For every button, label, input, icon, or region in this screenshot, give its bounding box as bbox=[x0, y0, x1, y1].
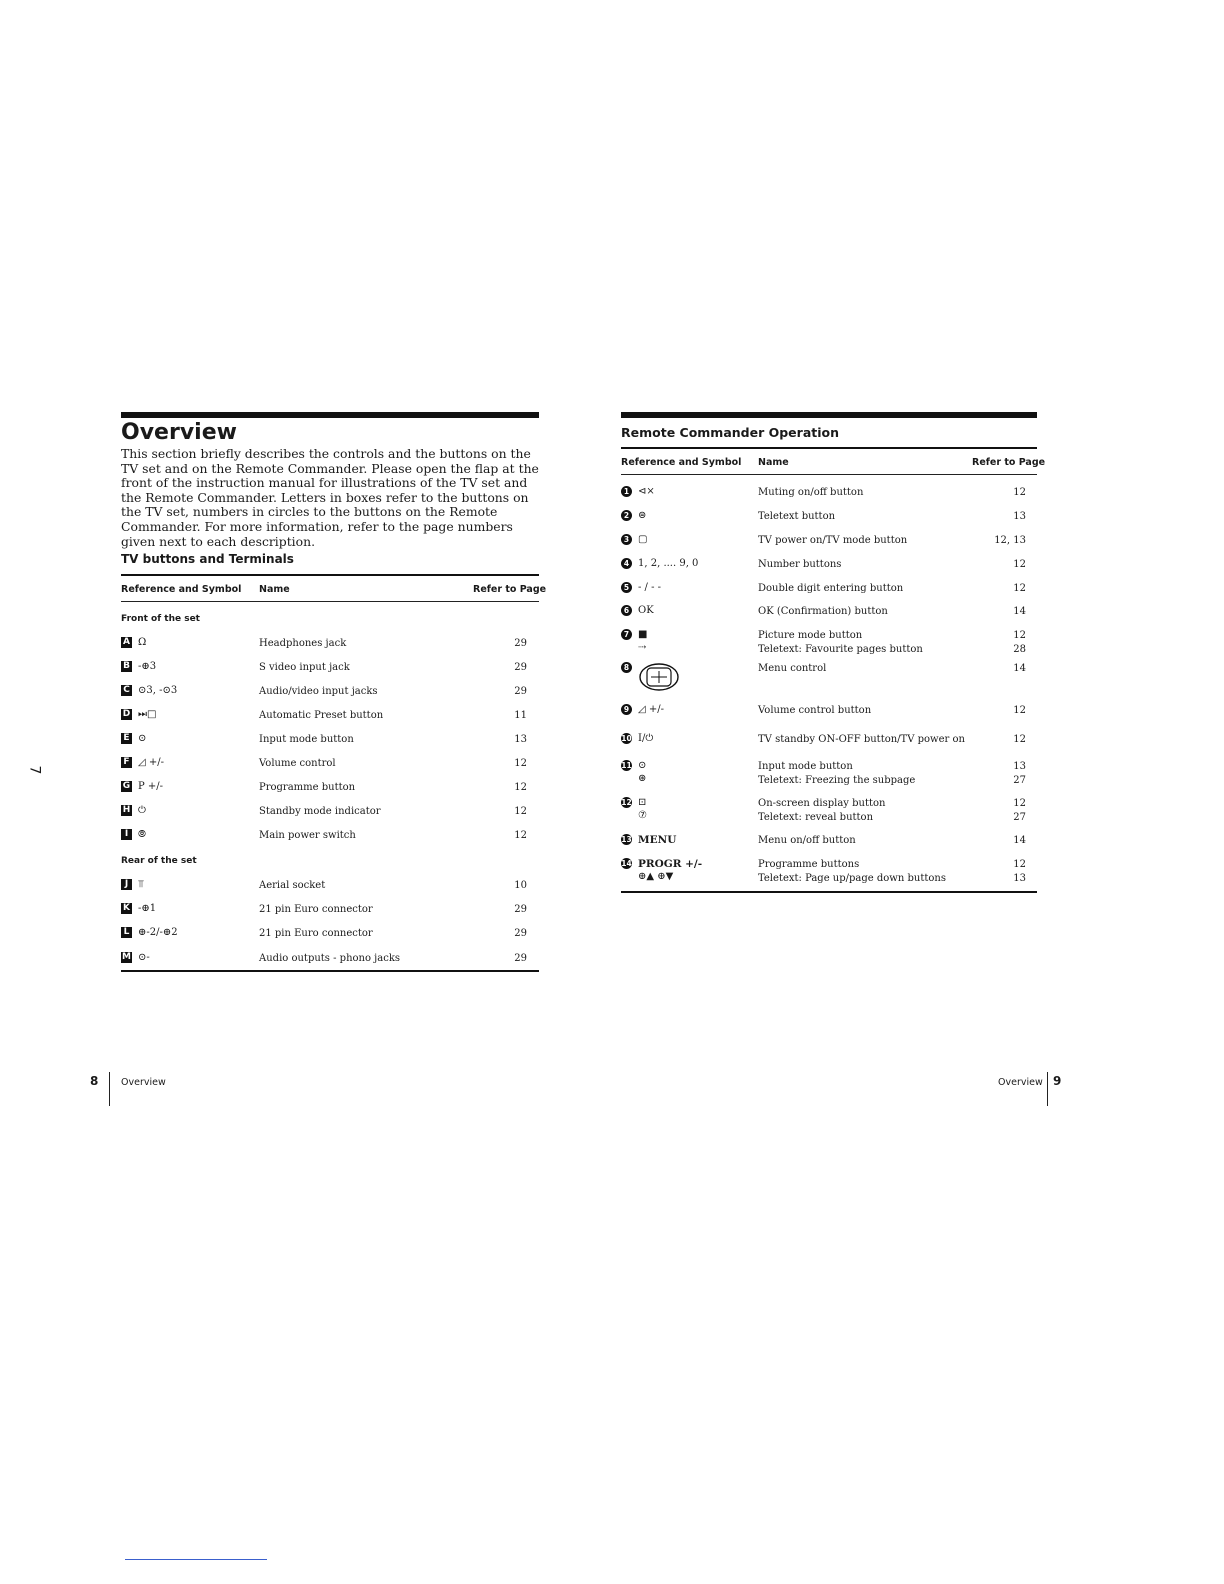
reference-page: 29 bbox=[514, 638, 527, 649]
remote-symbol-icon: MENU bbox=[638, 834, 677, 846]
remote-control-name: Number buttons bbox=[758, 559, 842, 570]
remote-reference-symbol bbox=[621, 834, 676, 846]
reference-letter-box: H bbox=[122, 805, 131, 815]
reference-number-circle: 9 bbox=[621, 704, 632, 715]
page-title: Overview bbox=[121, 420, 237, 445]
control-symbol-icon: Ω bbox=[138, 637, 147, 648]
remote-symbol-stack bbox=[638, 733, 653, 745]
control-symbol-icon: ⏭□ bbox=[138, 709, 157, 720]
remote-symbol-stack bbox=[638, 760, 646, 785]
remote-control-name: Menu on/off button bbox=[758, 835, 856, 846]
remote-symbol-icon: ⊛ bbox=[638, 773, 647, 784]
reference-page: 29 bbox=[514, 904, 527, 915]
remote-symbol-stack bbox=[638, 510, 646, 522]
remote-reference-symbol bbox=[621, 662, 680, 692]
reference-number-circle: 14 bbox=[621, 859, 632, 868]
footer-page-number-left: 8 bbox=[90, 1074, 99, 1088]
remote-reference-symbol bbox=[621, 797, 647, 822]
control-name: 21 pin Euro connector bbox=[259, 904, 373, 915]
reference-letter-box: M bbox=[122, 952, 131, 962]
remote-reference-page: 13 bbox=[1013, 872, 1026, 884]
remote-reference-symbol bbox=[621, 733, 653, 745]
remote-table-row bbox=[621, 662, 1037, 690]
remote-control-name: Picture mode button bbox=[758, 630, 863, 641]
intro-paragraph: This section briefly describes the controls and the buttons on the TV set and on the Remote Commander. Please open the flap at the front of the instruction manual for illustrations of the TV set and the Remote Commander. Letters in boxes refer to the buttons on the TV set, numbers in circles to the buttons on the Remote Commander. For more information, refer to the page numbers given next to each description. bbox=[121, 446, 539, 549]
remote-table-row bbox=[621, 733, 1037, 761]
reference-symbol bbox=[121, 829, 146, 841]
control-symbol-icon: ⏻ bbox=[138, 805, 146, 816]
remote-reference-page: 14 bbox=[1013, 606, 1026, 617]
control-symbol-icon: ◿ +/- bbox=[138, 757, 164, 768]
footer-label-right: Overview bbox=[998, 1077, 1043, 1088]
remote-reference-symbol bbox=[621, 534, 647, 546]
reference-number-circle: 2 bbox=[621, 510, 632, 521]
reference-symbol bbox=[121, 685, 177, 697]
remote-symbol-stack bbox=[638, 534, 647, 546]
remote-reference-page: 13 bbox=[1013, 761, 1026, 772]
control-name: Audio outputs - phono jacks bbox=[259, 953, 401, 964]
control-name: Automatic Preset button bbox=[259, 710, 384, 721]
remote-symbol-icon: I/⏻ bbox=[638, 733, 654, 744]
remote-table-top-rule bbox=[621, 447, 1037, 449]
reference-page: 29 bbox=[514, 953, 527, 964]
remote-control-name: Volume control button bbox=[758, 705, 872, 716]
table-row bbox=[121, 952, 539, 980]
reference-symbol bbox=[121, 927, 178, 939]
reference-letter-box: G bbox=[122, 781, 131, 791]
remote-reference-symbol bbox=[621, 858, 702, 883]
reference-symbol bbox=[121, 805, 146, 817]
reference-page: 12 bbox=[514, 830, 527, 841]
remote-table-row bbox=[621, 858, 1037, 886]
reference-letter-box: E bbox=[121, 733, 132, 744]
remote-reference-symbol bbox=[621, 704, 664, 716]
remote-symbol-icon: ◿ +/- bbox=[638, 704, 664, 715]
reference-letter-box: C bbox=[121, 685, 132, 696]
right-top-rule bbox=[621, 412, 1037, 418]
reference-page: 12 bbox=[514, 806, 527, 817]
remote-symbol-icon: - / - - bbox=[638, 582, 662, 593]
control-name: S video input jack bbox=[259, 662, 350, 673]
reference-number-circle: 3 bbox=[621, 534, 632, 545]
remote-reference-symbol bbox=[621, 760, 646, 785]
remote-control-name: On-screen display button bbox=[758, 798, 886, 809]
reference-page: 13 bbox=[514, 734, 527, 745]
remote-reference-page: 12 bbox=[1013, 859, 1026, 870]
control-name: Main power switch bbox=[259, 830, 356, 841]
control-symbol-icon: ⦾ bbox=[138, 829, 146, 840]
remote-symbol-icon: ⊜ bbox=[638, 510, 647, 521]
remote-reference-page: 12 bbox=[1013, 798, 1026, 809]
remote-table-bottom-rule bbox=[621, 891, 1037, 893]
remote-table-row bbox=[621, 797, 1037, 825]
reference-number-circle: 5 bbox=[621, 582, 632, 593]
remote-symbol-icon: ⊕▲ ⊕▼ bbox=[638, 871, 674, 882]
reference-symbol bbox=[121, 757, 164, 769]
reference-symbol bbox=[121, 733, 146, 745]
reference-number-circle: 12 bbox=[621, 798, 632, 807]
remote-reference-symbol bbox=[621, 510, 646, 522]
remote-section-title: Remote Commander Operation bbox=[621, 425, 840, 440]
table-bottom-rule bbox=[121, 970, 539, 972]
remote-symbol-stack bbox=[638, 629, 647, 654]
remote-col-head-name: Name bbox=[758, 457, 789, 468]
remote-control-name: Input mode button bbox=[758, 761, 853, 772]
margin-mark: 7 bbox=[26, 765, 43, 775]
reference-page: 29 bbox=[514, 928, 527, 939]
remote-symbol-icon: ⊡ bbox=[638, 797, 647, 808]
remote-reference-page: 27 bbox=[1013, 774, 1026, 786]
remote-symbol-icon: ■ bbox=[638, 629, 648, 640]
remote-symbol-stack bbox=[638, 704, 664, 716]
remote-table-head-rule bbox=[621, 474, 1037, 475]
remote-control-name: Teletext: Page up/page down buttons bbox=[758, 872, 946, 884]
remote-symbol-stack bbox=[638, 605, 654, 617]
table-top-rule bbox=[121, 574, 539, 576]
reference-letter-box: L bbox=[121, 927, 132, 938]
reference-letter-box: J bbox=[121, 879, 132, 890]
reference-number-circle: 11 bbox=[621, 761, 632, 770]
remote-control-name: Teletext: reveal button bbox=[758, 811, 874, 823]
table-row bbox=[121, 927, 539, 955]
control-name: Headphones jack bbox=[259, 638, 347, 649]
remote-control-name: Muting on/off button bbox=[758, 487, 864, 498]
remote-control-name: Double digit entering button bbox=[758, 583, 904, 594]
table-head-rule bbox=[121, 601, 539, 602]
control-name: Audio/video input jacks bbox=[259, 686, 378, 697]
remote-reference-page: 12 bbox=[1013, 487, 1026, 498]
reference-symbol bbox=[121, 879, 144, 891]
control-symbol-icon: ⊕-2/-⊕2 bbox=[138, 927, 178, 938]
remote-symbol-icon: ⑦ bbox=[638, 810, 647, 821]
reference-page: 12 bbox=[514, 758, 527, 769]
remote-symbol-icon: ⊲× bbox=[638, 486, 655, 497]
reference-letter-box: F bbox=[121, 757, 132, 768]
control-symbol-icon: ⊙ bbox=[138, 733, 147, 744]
control-name: Input mode button bbox=[259, 734, 354, 745]
control-name: Aerial socket bbox=[259, 880, 326, 891]
reference-number-circle: 4 bbox=[621, 558, 632, 569]
remote-reference-page: 14 bbox=[1013, 835, 1026, 846]
control-name: Programme button bbox=[259, 782, 356, 793]
remote-reference-symbol bbox=[621, 629, 647, 654]
col-head-name: Name bbox=[259, 584, 290, 595]
remote-reference-page: 12 bbox=[1013, 705, 1026, 716]
remote-table-row bbox=[621, 760, 1037, 788]
remote-reference-page: 14 bbox=[1013, 663, 1026, 674]
remote-table-row bbox=[621, 629, 1037, 657]
control-name: Standby mode indicator bbox=[259, 806, 381, 817]
reference-symbol bbox=[121, 781, 163, 793]
reference-number-circle: 13 bbox=[621, 835, 632, 844]
rear-group-label: Rear of the set bbox=[121, 856, 197, 866]
control-name: Volume control bbox=[259, 758, 336, 769]
footer-divider-right bbox=[1047, 1072, 1048, 1106]
reference-page: 12 bbox=[514, 782, 527, 793]
remote-reference-page: 13 bbox=[1013, 511, 1026, 522]
remote-symbol-icon: 1, 2, .... 9, 0 bbox=[638, 558, 699, 569]
control-symbol-icon: ⫪ bbox=[138, 879, 144, 890]
control-symbol-icon: P +/- bbox=[138, 781, 164, 792]
remote-reference-page: 12 bbox=[1013, 583, 1026, 594]
remote-reference-symbol bbox=[621, 582, 661, 594]
remote-control-name: Teletext: Freezing the subpage bbox=[758, 774, 916, 786]
remote-symbol-stack bbox=[638, 558, 698, 570]
remote-control-name: Programme buttons bbox=[758, 859, 860, 870]
reference-letter-box: D bbox=[122, 709, 131, 719]
reference-page: 11 bbox=[514, 710, 527, 721]
reference-number-circle: 7 bbox=[621, 629, 632, 640]
control-symbol-icon: ⊙- bbox=[138, 952, 150, 963]
remote-reference-page: 12 bbox=[1013, 559, 1026, 570]
remote-symbol-stack bbox=[638, 797, 647, 822]
remote-reference-symbol bbox=[621, 605, 654, 617]
remote-reference-page: 28 bbox=[1013, 643, 1026, 655]
section-subtitle: TV buttons and Terminals bbox=[121, 552, 294, 566]
reference-symbol bbox=[121, 661, 156, 673]
remote-table-row bbox=[621, 704, 1037, 732]
remote-symbol-stack bbox=[638, 834, 676, 846]
remote-symbol-stack bbox=[638, 662, 680, 692]
remote-reference-symbol bbox=[621, 558, 698, 570]
remote-control-name: Menu control bbox=[758, 663, 827, 674]
remote-symbol-icon: ▢ bbox=[638, 534, 648, 545]
remote-col-head-ref: Reference and Symbol bbox=[621, 457, 742, 468]
remote-control-name: TV power on/TV mode button bbox=[758, 535, 908, 546]
footer-divider-left bbox=[109, 1072, 110, 1106]
control-name: 21 pin Euro connector bbox=[259, 928, 373, 939]
menu-control-icon bbox=[638, 662, 680, 692]
reference-page: 29 bbox=[514, 662, 527, 673]
remote-symbol-stack bbox=[638, 486, 655, 498]
bottom-link-underline bbox=[125, 1559, 267, 1560]
col-head-page: Refer to Page bbox=[473, 584, 547, 595]
remote-col-head-page: Refer to Page bbox=[972, 457, 1046, 468]
reference-number-circle: 10 bbox=[621, 734, 632, 743]
reference-page: 10 bbox=[514, 880, 527, 891]
reference-number-circle: 8 bbox=[621, 662, 632, 673]
footer-label-left: Overview bbox=[121, 1077, 166, 1088]
remote-symbol-icon: ⊙ bbox=[638, 760, 647, 771]
remote-symbol-icon: OK bbox=[638, 605, 654, 616]
remote-reference-page: 12 bbox=[1013, 734, 1026, 745]
reference-number-circle: 6 bbox=[621, 605, 632, 616]
remote-symbol-stack bbox=[638, 582, 661, 594]
front-group-label: Front of the set bbox=[121, 614, 200, 624]
remote-symbol-icon: PROGR +/- bbox=[638, 858, 703, 870]
table-row bbox=[121, 829, 539, 857]
control-symbol-icon: -⊕3 bbox=[138, 661, 157, 672]
reference-symbol bbox=[121, 952, 150, 964]
footer-page-number-right: 9 bbox=[1053, 1074, 1062, 1088]
remote-control-name: Teletext button bbox=[758, 511, 836, 522]
remote-reference-symbol bbox=[621, 486, 655, 498]
reference-letter-box: A bbox=[121, 637, 132, 648]
control-symbol-icon: ⊙3, -⊙3 bbox=[138, 685, 178, 696]
col-head-ref: Reference and Symbol bbox=[121, 584, 242, 595]
control-symbol-icon: -⊕1 bbox=[138, 903, 157, 914]
remote-reference-page: 12 bbox=[1013, 630, 1026, 641]
remote-control-name: Teletext: Favourite pages button bbox=[758, 643, 923, 655]
reference-letter-box: I bbox=[121, 829, 132, 840]
reference-symbol bbox=[121, 709, 156, 721]
remote-reference-page: 12, 13 bbox=[994, 535, 1026, 546]
remote-symbol-stack bbox=[638, 858, 702, 883]
reference-letter-box: K bbox=[121, 903, 132, 914]
reference-number-circle: 1 bbox=[621, 486, 632, 497]
remote-symbol-icon: ⇢ bbox=[638, 642, 647, 653]
reference-symbol bbox=[121, 903, 156, 915]
reference-letter-box: B bbox=[121, 661, 132, 672]
reference-symbol bbox=[121, 637, 146, 649]
reference-page: 29 bbox=[514, 686, 527, 697]
remote-control-name: TV standby ON-OFF button/TV power on bbox=[758, 734, 965, 745]
left-top-rule bbox=[121, 412, 539, 418]
remote-control-name: OK (Confirmation) button bbox=[758, 606, 888, 617]
remote-reference-page: 27 bbox=[1013, 811, 1026, 823]
